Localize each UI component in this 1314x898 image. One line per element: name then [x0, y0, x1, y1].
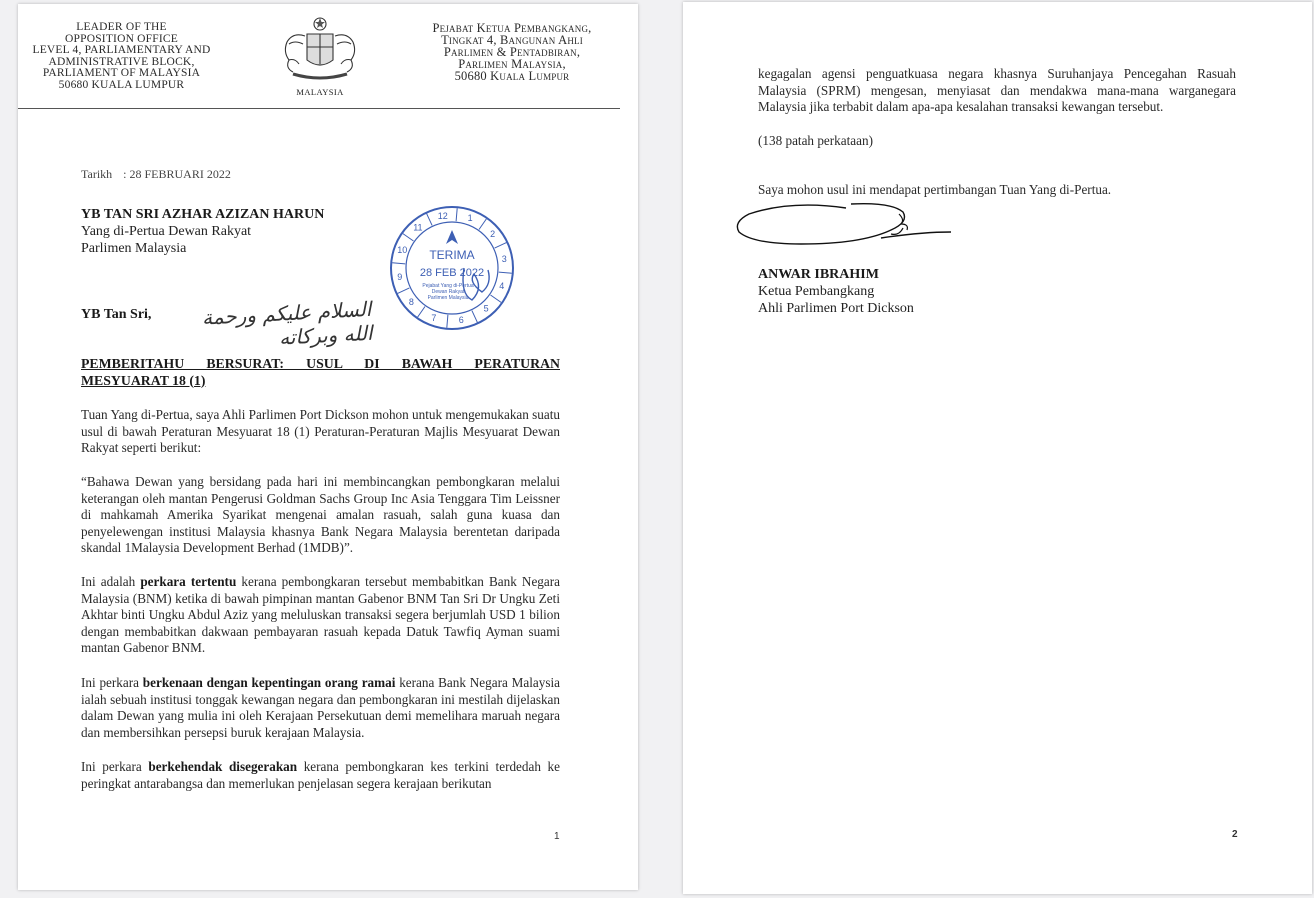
paragraph-text: kerana pembongkaran kes terkini terdedah ke peringkat antarabangsa dan memerlukan penjelasan segera kerajaan berikutan	[81, 759, 560, 791]
recipient-name: YB TAN SRI AZHAR AZIZAN HARUN	[81, 207, 325, 222]
signatory-title: Ketua Pembangkang	[758, 284, 875, 299]
header-left-line: PARLIAMENT OF MALAYSIA	[42, 67, 201, 79]
paragraph-text: kerana pembongkaran tersebut membabitkan Bank Negara Malaysia (BNM) ketika di bawah pimpinan mantan Gabenor BNM Tan Sri Dr Ungku Zeti Akhtar binti Ungku Abdul Aziz yang meluluskan transaksi segera berjumlah USD 1 bilion dengan membabitkan dakwaan pembayaran rasuah kepada Datuk Tawfiq Ayman suami mantan Gabenor BNM.	[81, 574, 560, 655]
stamp-ring-number: 3	[501, 253, 507, 264]
paragraph-text: kerana Bank Negara Malaysia ialah sebuah institusi tonggak kewangan negara dan pembongkaran ini mestilah dijelaskan dalam Dewan yang mulia ini oleh Kerajaan Persekutuan demi memelihara maruah negara dan membersihkan persepsi buruk kerajaan Malaysia.	[81, 675, 560, 740]
signatory-name: ANWAR IBRAHIM	[758, 267, 879, 282]
stamp-office-line: Pejabat Yang di-Pertua	[422, 283, 474, 289]
header-right-line: Pejabat Ketua Pembangkang,	[432, 21, 592, 35]
paragraph-emphasis: berkehendak disegerakan	[148, 759, 298, 774]
paragraph-intro: Tuan Yang di-Pertua, saya Ahli Parlimen Port Dickson mohon untuk mengemukakan suatu usul di bawah Peraturan Mesyuarat 18 (1) Peraturan-Peraturan Majlis Mesyuarat Dewan Rakyat seperti berikut:	[81, 407, 560, 455]
recipient-title: Yang di-Pertua Dewan Rakyat	[81, 224, 252, 239]
header-right-line: Parlimen Malaysia,	[458, 57, 566, 71]
stamp-ring-tick	[495, 243, 507, 249]
letter-page-2	[683, 2, 1312, 894]
header-right-line: Parlimen & Pentadbiran,	[443, 45, 581, 59]
paragraph-definite-matter	[81, 574, 560, 657]
stamp-date: 28 FEB 2022	[419, 267, 485, 279]
subject-line: MESYUARAT 18 (1)	[81, 372, 206, 388]
stamp-ring-tick	[479, 219, 486, 230]
stamp-ring-tick	[427, 214, 433, 226]
subject-line: PEMBERITAHU BERSURAT: USUL DI BAWAH PERATURAN	[81, 356, 560, 371]
date-label: Tarikh	[81, 167, 113, 181]
stamp-ring-tick	[472, 311, 478, 323]
date-value: : 28 FEBRUARI 2022	[123, 167, 231, 181]
stamp-ring-tick	[447, 315, 448, 328]
stamp-ring-number: 1	[467, 213, 473, 224]
stamp-ring-number: 6	[458, 315, 464, 326]
handwritten-signature	[731, 198, 961, 258]
crest-label: MALAYSIA	[296, 87, 344, 97]
stamp-ring-tick	[418, 307, 425, 318]
date-line	[81, 167, 231, 182]
stamp-ring-number: 2	[490, 228, 496, 239]
header-address-malay	[410, 22, 614, 82]
paragraph-urgency	[81, 759, 560, 792]
salutation: YB Tan Sri,	[81, 307, 152, 322]
header-address-english	[18, 22, 225, 91]
stamp-ring-number: 5	[483, 303, 489, 314]
closing-line: Saya mohon usul ini mendapat pertimbangan Tuan Yang di-Pertua.	[758, 182, 1112, 197]
stamp-arrow-icon	[446, 230, 458, 244]
header-right-line: 50680 Kuala Lumpur	[454, 69, 570, 83]
coat-of-arms-icon	[275, 14, 365, 86]
stamp-label: TERIMA	[429, 248, 475, 262]
stamp-ring-tick	[456, 208, 457, 221]
header-left-line: LEADER OF THE	[76, 21, 167, 33]
letter-page-1	[18, 4, 638, 890]
received-stamp	[388, 204, 516, 332]
paragraph-motion: “Bahawa Dewan yang bersidang pada hari ini membincangkan pembongkaran melalui keterangan oleh mantan Pengerusi Goldman Sachs Group Inc Asia Tenggara Tim Leissner di mahkamah Amerika Syarikat mengenai amalan rasuah, salah guna kuasa dan penyelewengan institusi Malaysia khasnya Bank Negara Malaysia berentetan daripada skandal 1Malaysia Development Berhad (1MDB)”.	[81, 474, 560, 555]
stamp-ring-number: 4	[499, 281, 505, 292]
paragraph-emphasis: perkara tertentu	[140, 574, 237, 589]
word-count: (138 patah perkataan)	[758, 133, 873, 148]
stamp-ring-number: 8	[408, 297, 414, 308]
stamp-ring-number: 12	[437, 210, 448, 221]
stamp-ring-number: 10	[397, 244, 408, 255]
page-number: 1	[554, 831, 560, 842]
stamp-ring-number: 7	[431, 312, 437, 323]
stamp-ring-number: 9	[397, 272, 403, 283]
signatory-constituency: Ahli Parlimen Port Dickson	[758, 301, 914, 316]
header-left-line: 50680 KUALA LUMPUR	[58, 78, 185, 91]
header-left-line: LEVEL 4, PARLIAMENTARY AND	[32, 44, 211, 56]
paragraph-emphasis: berkenaan dengan kepentingan orang ramai	[142, 675, 396, 690]
signatory-block	[758, 266, 914, 317]
paragraph-public-interest	[81, 675, 560, 741]
header-left-line: ADMINISTRATIVE BLOCK,	[48, 55, 195, 68]
subject-heading	[81, 356, 560, 389]
stamp-office-line: Parlimen Malaysia	[427, 295, 469, 301]
recipient-org: Parlimen Malaysia	[81, 241, 187, 256]
header-divider	[18, 108, 620, 109]
stamp-office-line: Dewan Rakyat	[431, 289, 465, 295]
recipient-block	[81, 206, 324, 257]
paragraph-continuation: kegagalan agensi penguatkuasa negara khasnya Suruhanjaya Pencegahan Rasuah Malaysia (SPRM) mengesan, menyiasat dan mendakwa mana-mana warganegara Malaysia jika terbabit dalam apa-apa kesalahan transaksi kewangan tersebut.	[758, 66, 1236, 114]
stamp-ring-tick	[398, 288, 410, 294]
header-left-line: OPPOSITION OFFICE	[65, 32, 178, 45]
stamp-ring-tick	[491, 295, 502, 302]
paragraph-text: Ini perkara	[81, 759, 149, 774]
paragraph-text: Ini perkara	[81, 675, 143, 690]
arabic-greeting: السلام عليكم ورحمة الله وبركاته	[201, 296, 374, 350]
page-number: 2	[1232, 829, 1238, 840]
header-right-line: Tingkat 4, Bangunan Ahli	[441, 33, 583, 47]
stamp-ring-tick	[392, 263, 405, 264]
stamp-ring-number: 11	[413, 222, 423, 233]
stamp-ring-tick	[403, 234, 414, 241]
paragraph-text: Ini adalah	[81, 574, 141, 589]
stamp-ring-tick	[499, 272, 512, 273]
